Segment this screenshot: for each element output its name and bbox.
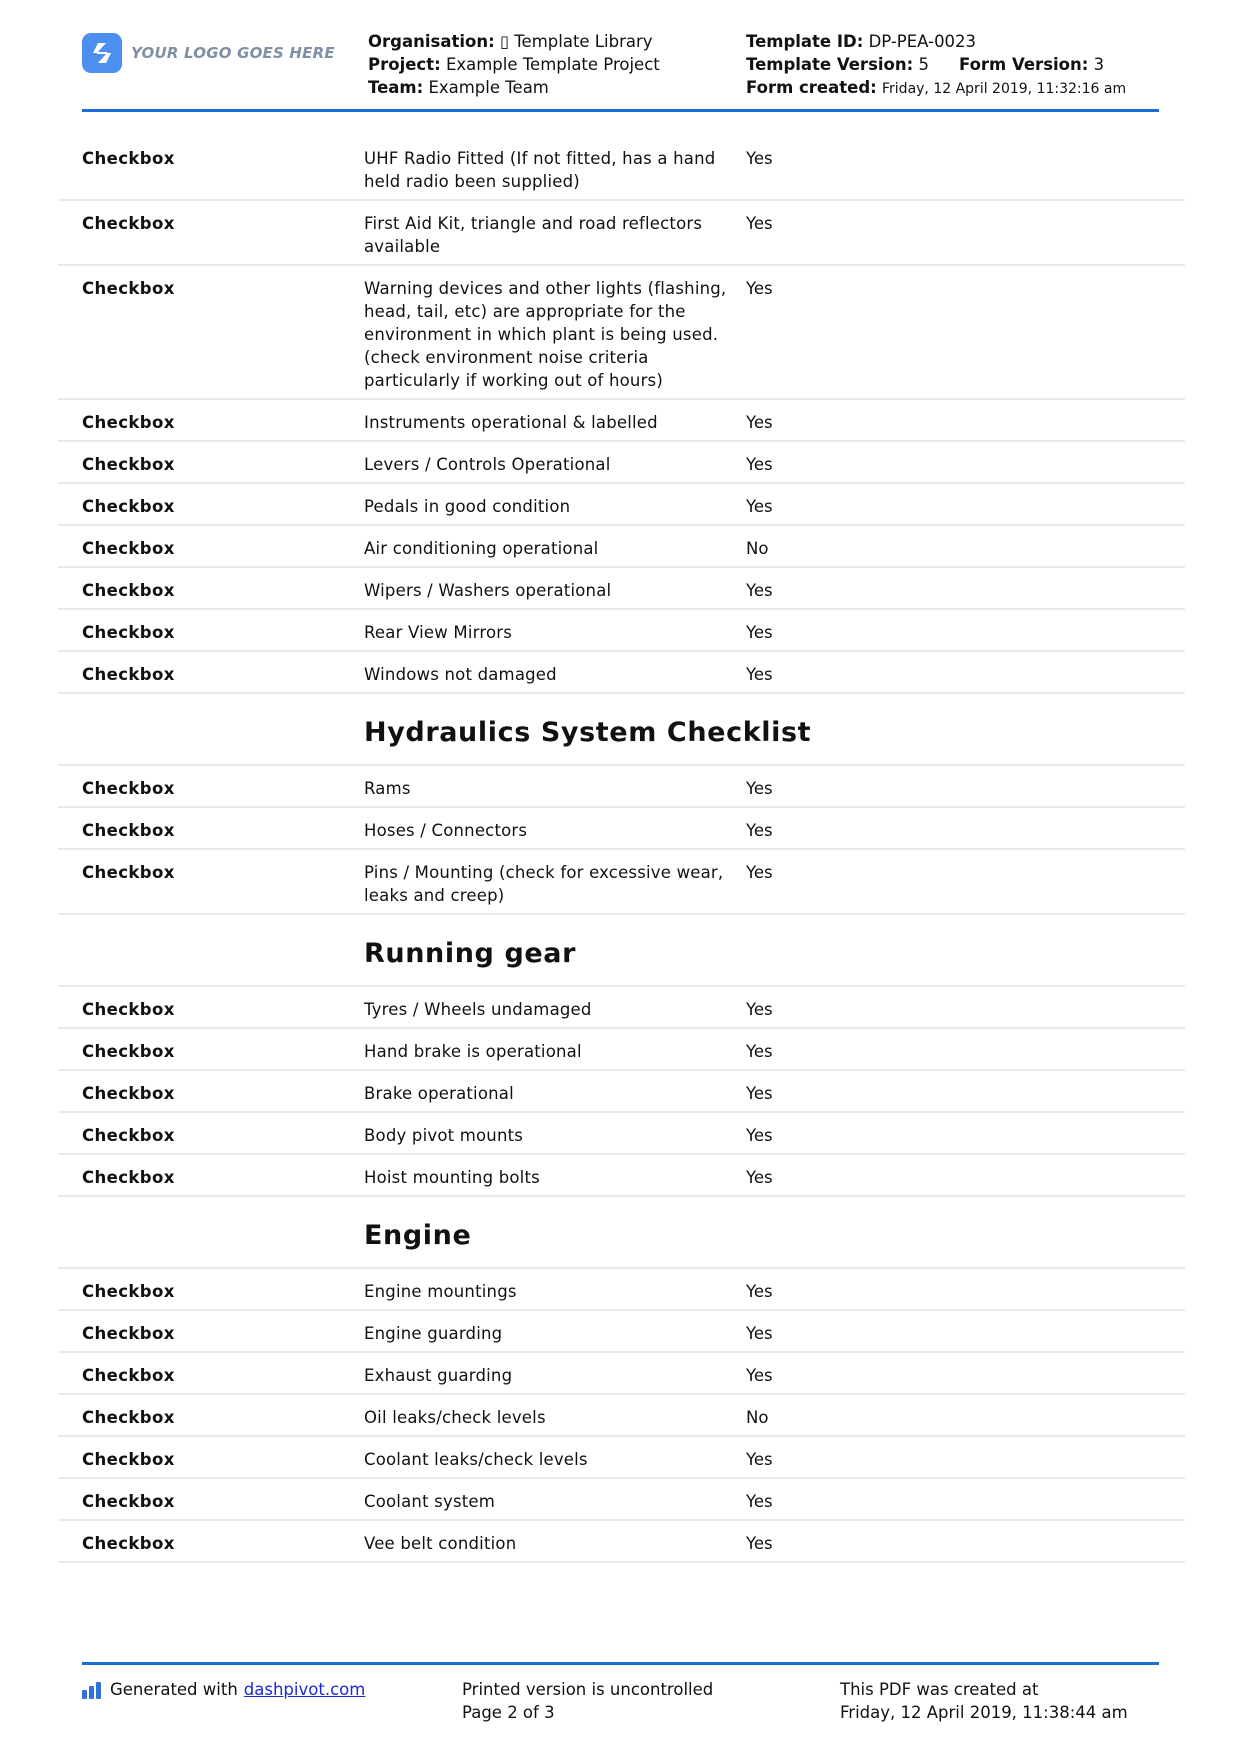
checklist-row xyxy=(58,201,1185,266)
checklist-row xyxy=(58,1521,1185,1563)
row-answer: Yes xyxy=(746,1450,773,1469)
row-label: Checkbox xyxy=(82,1408,175,1427)
project-value: Example Template Project xyxy=(445,55,660,74)
organisation-value: ▯ Template Library xyxy=(499,32,653,51)
row-label: Checkbox xyxy=(82,1366,175,1385)
row-answer: Yes xyxy=(746,1168,773,1187)
row-answer: Yes xyxy=(746,279,773,298)
form-version-value: 3 xyxy=(1093,55,1105,74)
checklist-row xyxy=(58,1311,1185,1353)
section-title: Engine xyxy=(364,1220,472,1251)
row-question: Engine mountings xyxy=(364,1282,517,1301)
row-answer: Yes xyxy=(746,1084,773,1103)
pdf-created-date: Friday, 12 April 2019, 11:38:44 am xyxy=(840,1703,1128,1722)
header-template-info xyxy=(746,30,1126,101)
row-question: Engine guarding xyxy=(364,1324,503,1343)
row-label: Checkbox xyxy=(82,497,175,516)
checklist-row xyxy=(58,1353,1185,1395)
row-answer: Yes xyxy=(746,497,773,516)
row-label: Checkbox xyxy=(82,1324,175,1343)
row-answer: Yes xyxy=(746,149,773,168)
row-label: Checkbox xyxy=(82,1168,175,1187)
checklist-row xyxy=(58,400,1185,442)
row-question: Brake operational xyxy=(364,1084,514,1103)
header-divider xyxy=(82,109,1159,112)
row-answer: Yes xyxy=(746,413,773,432)
checklist-row xyxy=(58,484,1185,526)
checklist-row xyxy=(58,266,1185,400)
checklist-row xyxy=(58,766,1185,808)
template-version-label: Template Version: xyxy=(746,55,914,74)
row-answer: Yes xyxy=(746,1282,773,1301)
footer-divider xyxy=(82,1662,1159,1665)
row-label: Checkbox xyxy=(82,1450,175,1469)
checklist-row xyxy=(58,1269,1185,1311)
row-question: Hand brake is operational xyxy=(364,1042,582,1061)
form-version-label: Form Version: xyxy=(958,55,1089,74)
row-answer: Yes xyxy=(746,1042,773,1061)
row-question: Hoist mounting bolts xyxy=(364,1168,540,1187)
row-answer: Yes xyxy=(746,623,773,642)
row-label: Checkbox xyxy=(82,279,175,298)
row-label: Checkbox xyxy=(82,863,175,882)
checklist-row xyxy=(58,526,1185,568)
row-label: Checkbox xyxy=(82,455,175,474)
template-id-value: DP-PEA-0023 xyxy=(868,32,977,51)
row-answer: Yes xyxy=(746,455,773,474)
row-question: Levers / Controls Operational xyxy=(364,455,611,474)
checklist-row xyxy=(58,1029,1185,1071)
section-heading xyxy=(58,915,1185,987)
pdf-created-label: This PDF was created at xyxy=(840,1680,1039,1699)
row-question: Rams xyxy=(364,779,411,798)
row-label: Checkbox xyxy=(82,1000,175,1019)
section-title: Running gear xyxy=(364,938,577,969)
row-answer: Yes xyxy=(746,1534,773,1553)
row-label: Checkbox xyxy=(82,821,175,840)
checklist-row xyxy=(58,442,1185,484)
row-question: Tyres / Wheels undamaged xyxy=(364,1000,592,1019)
footer-generated xyxy=(82,1678,365,1701)
form-created-value: Friday, 12 April 2019, 11:32:16 am xyxy=(882,81,1127,97)
page-header xyxy=(82,28,1159,110)
row-label: Checkbox xyxy=(82,1282,175,1301)
row-answer: No xyxy=(746,1408,769,1427)
checklist-row xyxy=(58,1437,1185,1479)
checklist-row xyxy=(58,1071,1185,1113)
logo-badge-icon xyxy=(82,33,122,73)
checklist-row xyxy=(58,808,1185,850)
uncontrolled-note: Printed version is uncontrolled xyxy=(462,1680,714,1699)
row-answer: Yes xyxy=(746,821,773,840)
row-label: Checkbox xyxy=(82,1084,175,1103)
team-value: Example Team xyxy=(428,78,549,97)
page-number: Page 2 of 3 xyxy=(462,1703,555,1722)
section-title: Hydraulics System Checklist xyxy=(364,717,812,748)
checklist-row xyxy=(58,652,1185,694)
checklist-row xyxy=(58,136,1185,201)
row-answer: Yes xyxy=(746,1000,773,1019)
row-question: Pins / Mounting (check for excessive wear, leaks and creep) xyxy=(364,863,724,905)
section-heading xyxy=(58,1197,1185,1269)
row-question: Vee belt condition xyxy=(364,1534,517,1553)
checklist-row xyxy=(58,1395,1185,1437)
row-label: Checkbox xyxy=(82,1042,175,1061)
row-answer: Yes xyxy=(746,1324,773,1343)
row-label: Checkbox xyxy=(82,1126,175,1145)
row-question: Rear View Mirrors xyxy=(364,623,513,642)
dashpivot-link[interactable]: dashpivot.com xyxy=(243,1680,366,1699)
row-label: Checkbox xyxy=(82,665,175,684)
checklist-row xyxy=(58,610,1185,652)
row-answer: Yes xyxy=(746,214,773,233)
row-answer: No xyxy=(746,539,769,558)
row-question: Warning devices and other lights (flashing, head, tail, etc) are appropriate for the environment in which plant is being used. (check environment noise criteria particularly if working out of hours) xyxy=(364,279,727,390)
row-label: Checkbox xyxy=(82,1534,175,1553)
row-question: Body pivot mounts xyxy=(364,1126,524,1145)
generated-text: Generated with xyxy=(110,1680,238,1699)
team-label: Team: xyxy=(368,78,424,97)
section-heading xyxy=(58,694,1185,766)
row-question: Windows not damaged xyxy=(364,665,557,684)
company-logo xyxy=(82,33,335,73)
row-label: Checkbox xyxy=(82,413,175,432)
bar-chart-icon xyxy=(82,1681,101,1699)
row-question: Air conditioning operational xyxy=(364,539,599,558)
row-question: First Aid Kit, triangle and road reflectors available xyxy=(364,214,703,256)
row-answer: Yes xyxy=(746,665,773,684)
row-question: Oil leaks/check levels xyxy=(364,1408,546,1427)
row-answer: Yes xyxy=(746,1366,773,1385)
row-label: Checkbox xyxy=(82,581,175,600)
logo-text: YOUR LOGO GOES HERE xyxy=(131,44,335,62)
row-question: Coolant leaks/check levels xyxy=(364,1450,588,1469)
header-project-info xyxy=(368,30,660,99)
row-label: Checkbox xyxy=(82,623,175,642)
form-created-label: Form created: xyxy=(746,78,877,97)
row-answer: Yes xyxy=(746,581,773,600)
row-question: Wipers / Washers operational xyxy=(364,581,612,600)
row-answer: Yes xyxy=(746,863,773,882)
row-label: Checkbox xyxy=(82,1492,175,1511)
row-question: Exhaust guarding xyxy=(364,1366,513,1385)
row-label: Checkbox xyxy=(82,149,175,168)
row-answer: Yes xyxy=(746,1126,773,1145)
checklist-row xyxy=(58,1479,1185,1521)
row-question: Coolant system xyxy=(364,1492,496,1511)
row-question: UHF Radio Fitted (If not fitted, has a hand held radio been supplied) xyxy=(364,149,716,191)
row-question: Hoses / Connectors xyxy=(364,821,528,840)
checklist-row xyxy=(58,987,1185,1029)
row-question: Pedals in good condition xyxy=(364,497,571,516)
checklist-row xyxy=(58,850,1185,915)
row-label: Checkbox xyxy=(82,214,175,233)
footer-page-info xyxy=(462,1678,713,1724)
row-answer: Yes xyxy=(746,779,773,798)
footer-created-info xyxy=(840,1678,1128,1724)
organisation-label: Organisation: xyxy=(368,32,495,51)
row-answer: Yes xyxy=(746,1492,773,1511)
checklist-content xyxy=(58,136,1185,1563)
checklist-row xyxy=(58,568,1185,610)
row-label: Checkbox xyxy=(82,779,175,798)
template-version-value: 5 xyxy=(918,55,929,74)
project-label: Project: xyxy=(368,55,441,74)
template-id-label: Template ID: xyxy=(746,32,864,51)
row-label: Checkbox xyxy=(82,539,175,558)
checklist-row xyxy=(58,1155,1185,1197)
checklist-row xyxy=(58,1113,1185,1155)
row-question: Instruments operational & labelled xyxy=(364,413,658,432)
